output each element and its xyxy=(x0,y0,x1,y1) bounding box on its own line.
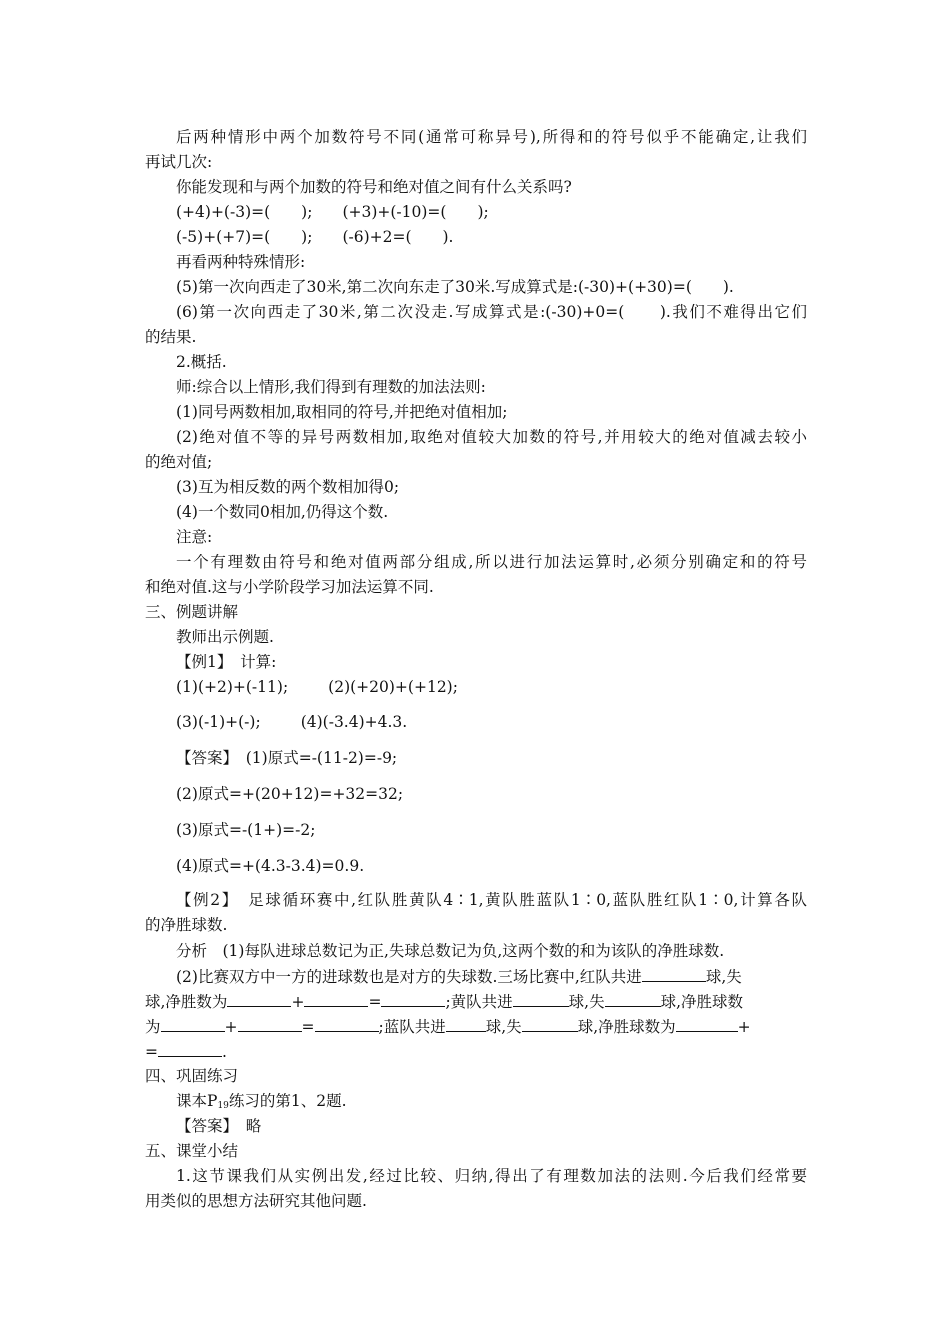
text-segment: 球,净胜球数 xyxy=(660,993,744,1011)
blank[interactable] xyxy=(161,1016,225,1032)
answer-line: 【答案】 (1)原式=-(11-2)=-9; xyxy=(176,749,398,767)
text-segment: 球,净胜球数为 xyxy=(577,1018,676,1036)
text-segment: + xyxy=(737,1018,751,1036)
example-heading: 【例2】 足球循环赛中,红队胜黄队4∶1,黄队胜蓝队1∶0,蓝队胜红队1∶0,计算各队 xyxy=(176,891,807,909)
text-line: 1.这节课我们从实例出发,经过比较、归纳,得出了有理数加法的法则.今后我们经常要 xyxy=(176,1167,807,1185)
blank[interactable] xyxy=(238,1016,302,1032)
text-line: 再看两种特殊情形: xyxy=(176,253,306,271)
text-line xyxy=(176,677,458,697)
text-line: (5)第一次向西走了30米,第二次向东走了30米.写成算式是:(-30)+(+30)=( ). xyxy=(176,278,734,296)
text-segment: 球,失 xyxy=(705,968,742,986)
section-heading: 三、例题讲解 xyxy=(145,603,239,621)
text-segment: = xyxy=(301,1018,315,1036)
text-segment: + xyxy=(291,993,305,1011)
exercise-item: (2)(+20)+(+12); xyxy=(328,678,458,696)
text-line: 后两种情形中两个加数符号不同(通常可称异号),所得和的符号似乎不能确定,让我们 xyxy=(176,128,807,146)
answer-line: (2)原式=+(20+12)=+32=32; xyxy=(176,785,404,803)
text-line: 教师出示例题. xyxy=(176,628,274,646)
exercise-item: (+4)+(-3)=( ); xyxy=(176,203,313,221)
blank[interactable] xyxy=(522,1016,578,1032)
text-line: 的绝对值; xyxy=(145,453,213,471)
rule-item: (4)一个数同0相加,仍得这个数. xyxy=(176,503,389,521)
exercise-item: (4)(-3.4)+4.3. xyxy=(300,713,408,731)
text-segment: ;黄队共进 xyxy=(445,993,513,1011)
section-heading: 四、巩固练习 xyxy=(145,1067,239,1085)
blank[interactable] xyxy=(642,966,706,982)
blank[interactable] xyxy=(227,991,291,1007)
rule-item: (1)同号两数相加,取相同的符号,并把绝对值相加; xyxy=(176,403,508,421)
text-segment: . xyxy=(222,1043,227,1061)
text-line: 用类似的思想方法研究其他问题. xyxy=(145,1192,367,1210)
text-line: 分析 (1)每队进球总数记为正,失球总数记为负,这两个数的和为该队的净胜球数. xyxy=(176,942,725,960)
blank[interactable] xyxy=(381,991,445,1007)
text-segment: 球,净胜数为 xyxy=(145,993,228,1011)
exercise-item: (3)(-1)+(-); xyxy=(176,713,261,731)
text-line xyxy=(176,202,489,222)
text-line: 的结果. xyxy=(145,328,197,346)
section-heading: 五、课堂小结 xyxy=(145,1142,239,1160)
text-line: 你能发现和与两个加数的符号和绝对值之间有什么关系吗? xyxy=(176,178,572,196)
text-segment: 为 xyxy=(145,1018,161,1036)
text-segment: 球,失 xyxy=(485,1018,522,1036)
text-line: (6)第一次向西走了30米,第二次没走.写成算式是:(-30)+0=( ).我们不难得出它们 xyxy=(176,303,807,321)
text-line: 一个有理数由符号和绝对值两部分组成,所以进行加法运算时,必须分别确定和的符号 xyxy=(176,553,807,571)
text-line xyxy=(145,1041,227,1062)
text-segment: 练习的第1、2题. xyxy=(228,1092,347,1110)
text-line: 的净胜球数. xyxy=(145,916,228,934)
blank[interactable] xyxy=(446,1016,486,1032)
subscript: 19 xyxy=(217,1101,229,1111)
text-segment: + xyxy=(224,1018,238,1036)
blank[interactable] xyxy=(676,1016,738,1032)
blank[interactable] xyxy=(315,1016,379,1032)
text-line xyxy=(145,1016,751,1037)
exercise-item: (-6)+2=( ). xyxy=(342,228,454,246)
text-line xyxy=(176,227,454,247)
blank[interactable] xyxy=(304,991,368,1007)
text-segment: (2)比赛双方中一方的进球数也是对方的失球数.三场比赛中,红队共进 xyxy=(176,968,642,986)
text-line xyxy=(176,712,407,732)
blank[interactable] xyxy=(605,991,661,1007)
exercise-item: (+3)+(-10)=( ); xyxy=(342,203,489,221)
blank[interactable] xyxy=(513,991,569,1007)
exercise-item: (-5)+(+7)=( ); xyxy=(176,228,313,246)
answer-line: (4)原式=+(4.3-3.4)=0.9. xyxy=(176,857,365,875)
text-segment: 球,失 xyxy=(568,993,605,1011)
text-segment: 课本P xyxy=(176,1092,218,1110)
text-line: 注意: xyxy=(176,528,213,546)
blank[interactable] xyxy=(158,1041,222,1057)
exercise-item: (1)(+2)+(-11); xyxy=(176,678,289,696)
text-segment: = xyxy=(368,993,382,1011)
answer-line: 【答案】 略 xyxy=(176,1117,262,1135)
text-line: 再试几次: xyxy=(145,153,213,171)
text-line xyxy=(145,991,743,1012)
text-segment: ;蓝队共进 xyxy=(378,1018,446,1036)
rule-item: (2)绝对值不等的异号两数相加,取绝对值较大加数的符号,并用较大的绝对值减去较小 xyxy=(176,428,807,446)
answer-line: (3)原式=-(1+)=-2; xyxy=(176,821,316,839)
text-segment: = xyxy=(145,1043,158,1061)
rule-item: (3)互为相反数的两个数相加得0; xyxy=(176,478,400,496)
section-heading: 2.概括. xyxy=(176,353,227,371)
text-line: 师:综合以上情形,我们得到有理数的加法法则: xyxy=(176,378,486,396)
text-line xyxy=(176,1091,347,1116)
text-line xyxy=(176,966,742,987)
text-line: 和绝对值.这与小学阶段学习加法运算不同. xyxy=(145,578,434,596)
example-heading: 【例1】 计算: xyxy=(176,653,277,671)
